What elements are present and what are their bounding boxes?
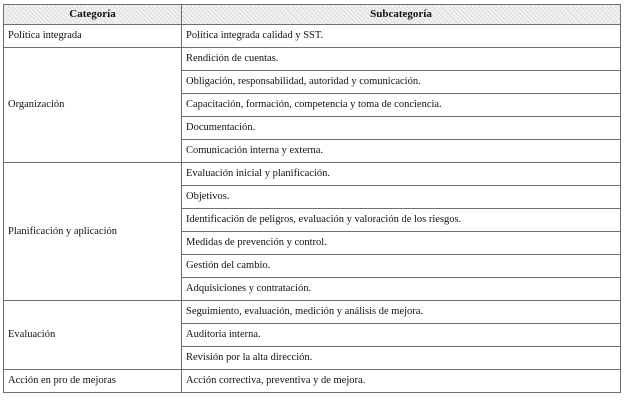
table-row	[4, 25, 621, 48]
subcategory-cell: Documentación.	[182, 117, 621, 140]
subcategory-cell: Revisión por la alta dirección.	[182, 347, 621, 370]
category-cell: Política integrada	[4, 25, 182, 48]
table-row	[4, 48, 621, 71]
category-cell: Acción en pro de mejoras	[4, 370, 182, 393]
category-table	[3, 4, 621, 393]
subcategory-cell: Adquisiciones y contratación.	[182, 278, 621, 301]
subcategory-cell: Capacitación, formación, competencia y toma de conciencia.	[182, 94, 621, 117]
table-row	[4, 301, 621, 324]
subcategory-cell: Evaluación inicial y planificación.	[182, 163, 621, 186]
header-row	[4, 5, 621, 25]
subcategory-cell: Medidas de prevención y control.	[182, 232, 621, 255]
subcategory-cell: Acción correctiva, preventiva y de mejora.	[182, 370, 621, 393]
subcategory-cell: Gestión del cambio.	[182, 255, 621, 278]
subcategory-cell: Auditoria interna.	[182, 324, 621, 347]
category-cell: Planificación y aplicación	[4, 163, 182, 301]
subcategory-cell: Seguimiento, evaluación, medición y análisis de mejora.	[182, 301, 621, 324]
subcategory-cell: Rendición de cuentas.	[182, 48, 621, 71]
subcategory-cell: Objetivos.	[182, 186, 621, 209]
category-cell: Evaluación	[4, 301, 182, 370]
header-categoria: Categoría	[4, 5, 182, 25]
subcategory-cell: Identificación de peligros, evaluación y valoración de los riesgos.	[182, 209, 621, 232]
table-container	[3, 4, 620, 393]
subcategory-cell: Política integrada calidad y SST.	[182, 25, 621, 48]
subcategory-cell: Comunicación interna y externa.	[182, 140, 621, 163]
table-row	[4, 163, 621, 186]
header-subcategoria: Subcategoría	[182, 5, 621, 25]
subcategory-cell: Obligación, responsabilidad, autoridad y comunicación.	[182, 71, 621, 94]
table-row	[4, 370, 621, 393]
category-cell: Organización	[4, 48, 182, 163]
